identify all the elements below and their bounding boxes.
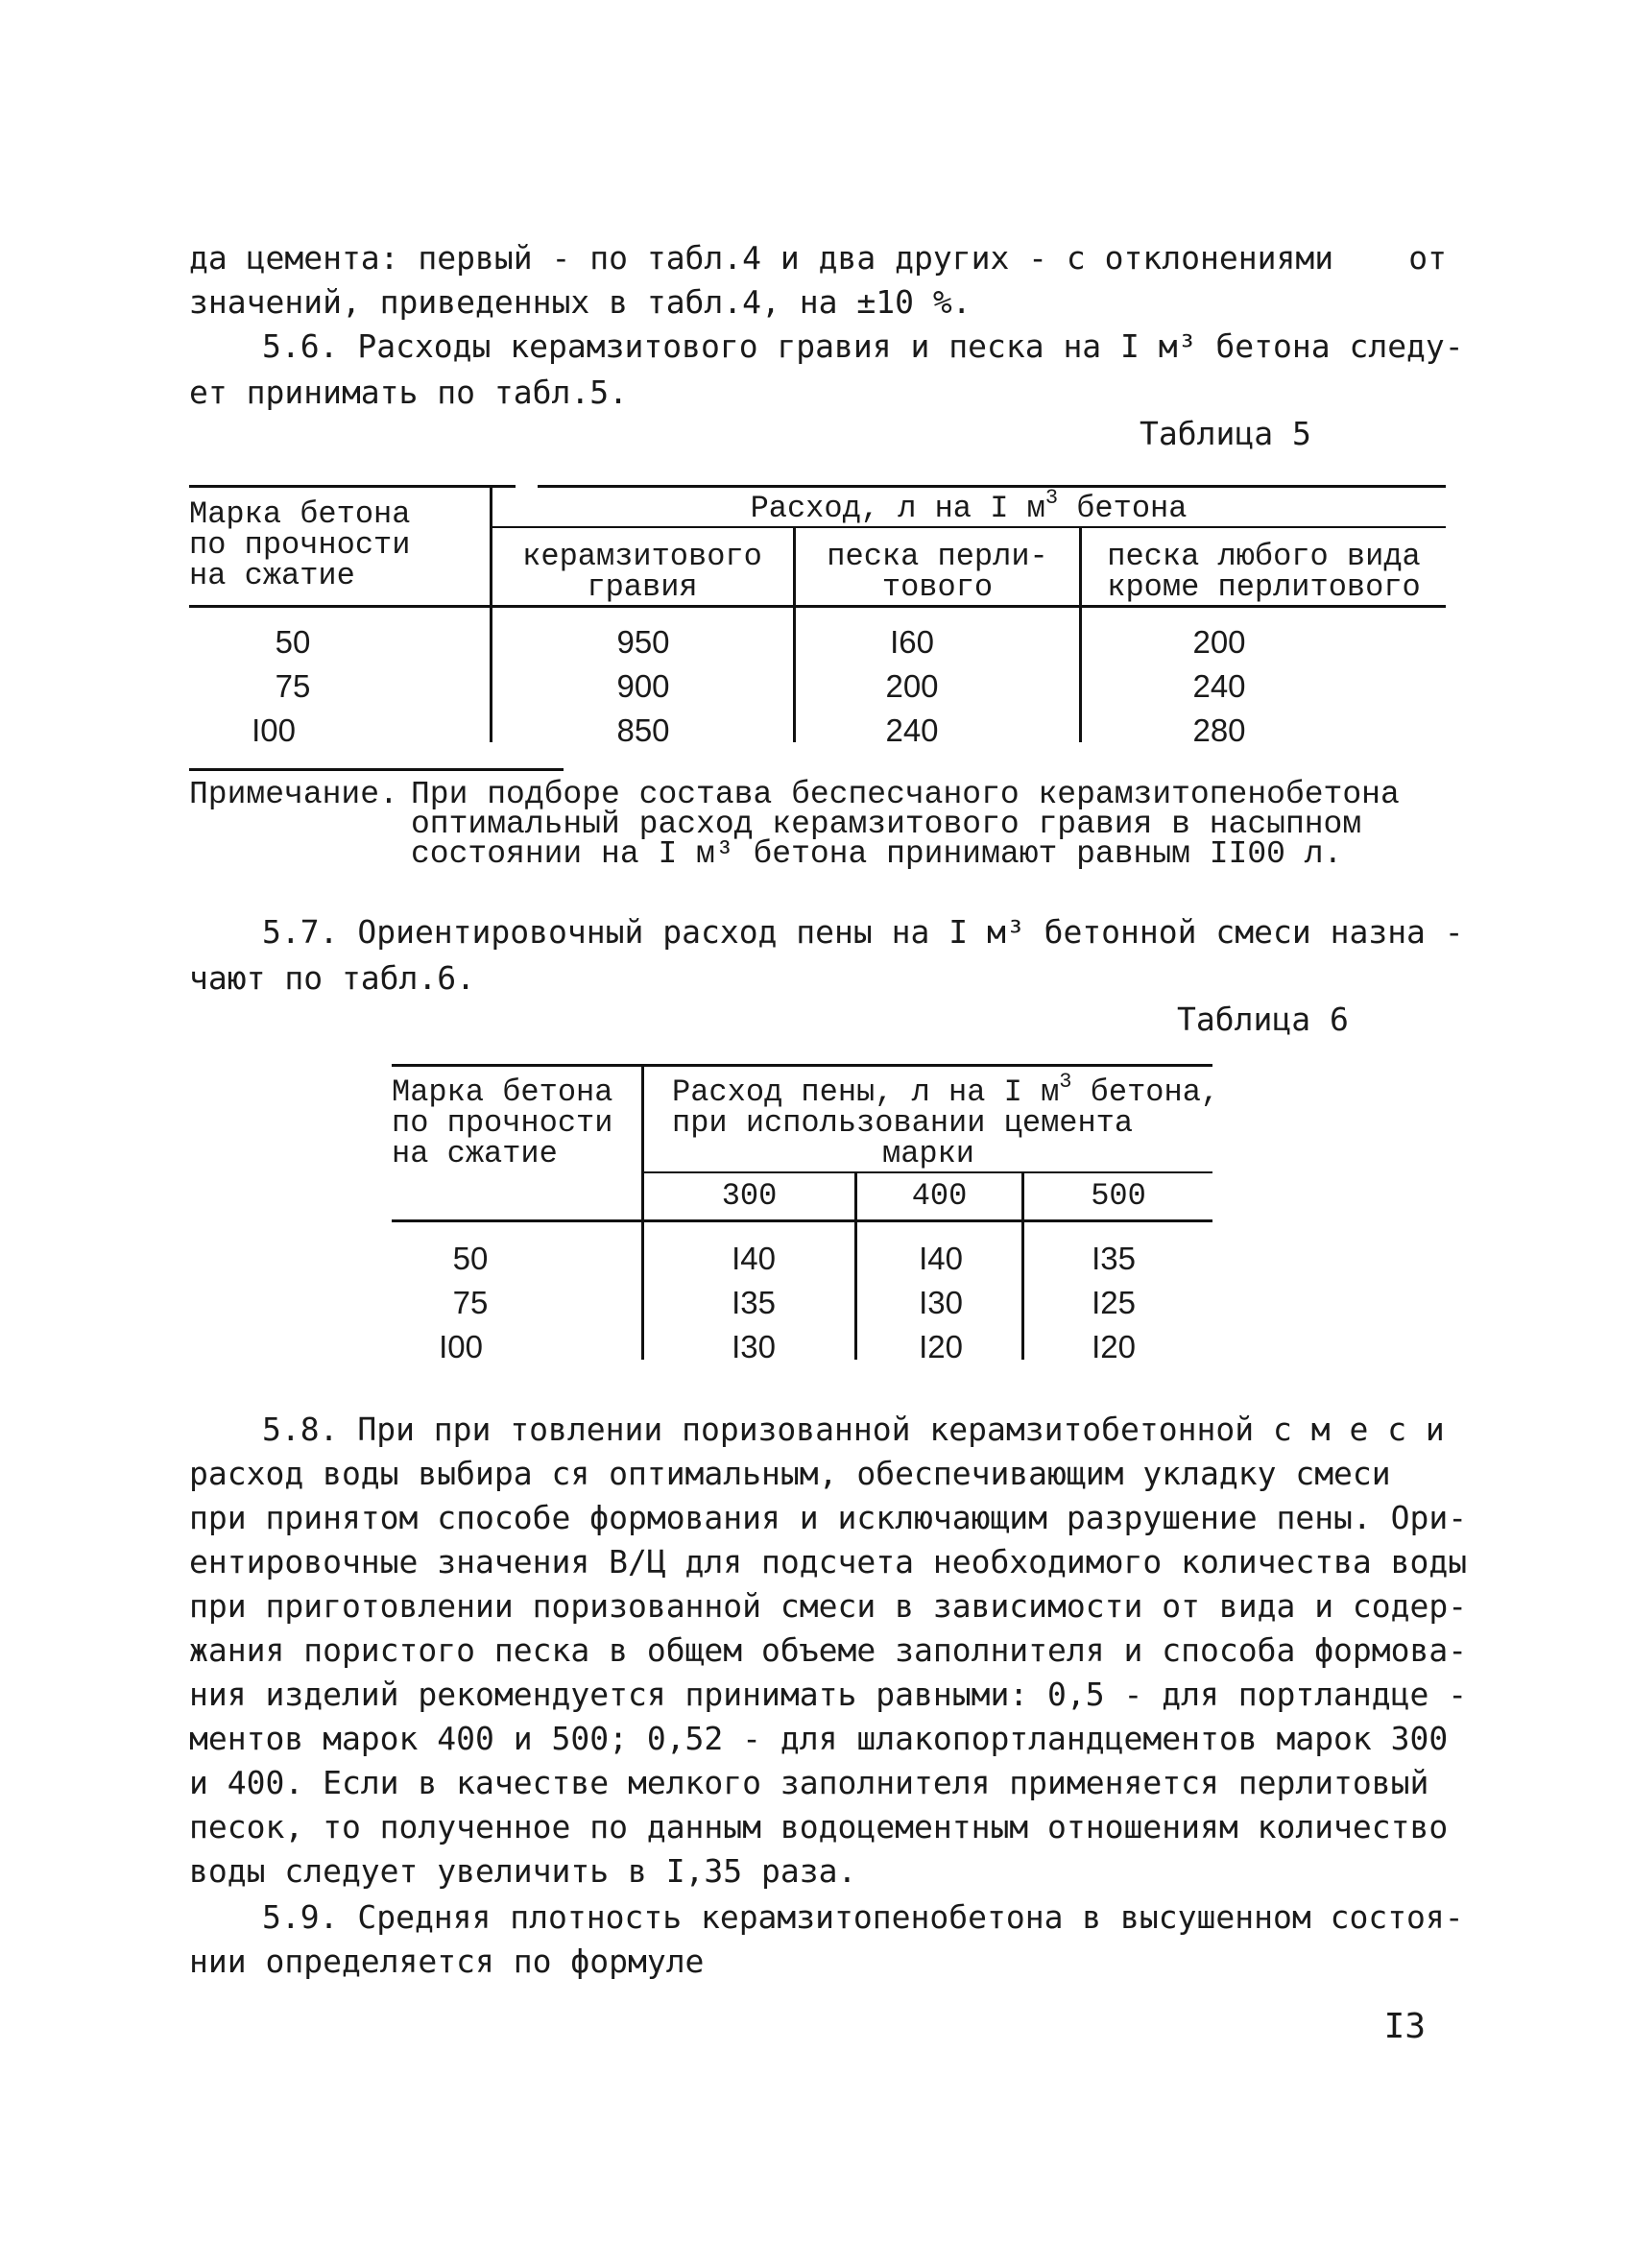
paragraph-5-9-line-1: 5.9. Средняя плотность керамзитопенобетона в высушенном состоя- [262,1898,1464,1936]
table-cell: 900 [616,668,670,704]
header-perlite-line-1: песка перли- [827,539,1048,574]
table-cell: I30 [919,1285,963,1320]
page-number: I3 [1383,2007,1426,2046]
paragraph-5-8-line-8: ментов марок 400 и 500; 0,52 - для шлакопортландцементов марок 300 [189,1720,1449,1757]
table-cell: 75 [275,668,311,704]
note-line-1: При подборе состава беспесчаного керамзитопенобетона [411,777,1400,812]
header-marka-line-3: на сжатие [392,1136,558,1171]
header-foam-line-2: при использовании цемента [672,1105,1134,1141]
table-cell: I20 [919,1329,963,1364]
column-divider [641,1064,644,1360]
rule [392,1064,1212,1067]
paragraph-5-8-line-11: воды следует увеличить в I,35 раза. [189,1852,857,1890]
table-cell: 280 [1192,712,1246,748]
text: да цемента: первый - по табл.4 и два других - с отклонениями [189,239,1334,277]
paragraph-5-7-line-2: чают по табл.6. [189,959,476,997]
rule [392,1219,1212,1222]
table-cell: I00 [439,1329,483,1364]
paragraph-5-8-line-4: ентировочные значения В/Ц для подсчета необходимого количества воды [189,1543,1468,1580]
table-6-caption: Таблица 6 [1177,1001,1349,1038]
table-cell: 50 [275,624,311,660]
table-cell: 50 [452,1241,489,1276]
header-perlite-line-2: тового [881,569,994,605]
header-any-sand-line-2: кроме перлитового [1107,569,1421,605]
paragraph-1-line-2: значений, приведенных в табл.4, на ±10 %. [189,283,972,321]
paragraph-5-9-line-2: нии определяется по формуле [189,1942,705,1980]
table-cell: 240 [885,712,939,748]
table-cell: I35 [1092,1241,1136,1276]
rule [189,605,1446,608]
header-marka-line-1: Марка бетона [189,496,411,532]
table-cell: I00 [252,712,296,748]
paragraph-5-7-line-1: 5.7. Ориентировочный расход пены на I м³ бетонной смеси назна - [262,913,1464,951]
header-cement-500: 500 [1091,1178,1146,1214]
note-line-2: оптимальный расход керамзитового гравия в насыпном [411,807,1362,842]
paragraph-5-8-line-3: при принятом способе формования и исключающим разрушение пены. Ори- [189,1499,1468,1536]
paragraph-1-line-1 [189,236,1447,280]
header-foam-line-1: Расход пены, л на I $м^3$ бетона, [672,1070,1220,1110]
table-cell: 75 [452,1285,489,1320]
table-cell: I20 [1092,1329,1136,1364]
header-group-consumption: Расход, л на I $м^3$ бетона [750,486,1188,526]
table-5-caption: Таблица 5 [1140,415,1311,452]
paragraph-5-8-line-6: жания пористого песка в общем объеме заполнителя и способа формова- [189,1631,1468,1669]
table-cell: I40 [732,1241,776,1276]
table-cell: I30 [732,1329,776,1364]
header-gravel-line-1: керамзитового [522,539,762,574]
table-cell: I35 [732,1285,776,1320]
header-marka-line-2: по прочности [189,527,411,563]
header-marka-line-1: Марка бетона [392,1074,613,1110]
rule [189,768,564,771]
table-cell: 240 [1192,668,1246,704]
header-foam-line-3: марки [881,1136,974,1171]
paragraph-5-6-line-1: 5.6. Расходы керамзитового гравия и песка на I м³ бетона следу- [262,327,1464,365]
table-cell: 200 [885,668,939,704]
table-cell: 200 [1192,624,1246,660]
paragraph-5-6-line-2: ет принимать по табл.5. [189,374,628,411]
header-gravel-line-2: гравия [587,569,698,605]
paragraph-5-8-line-10: песок, то полученное по данным водоцементным отношениям количество [189,1808,1449,1846]
header-marka-line-3: на сжатие [189,558,355,593]
paragraph-5-8-line-5: при приготовлении поризованной смеси в зависимости от вида и содер- [189,1587,1468,1625]
paragraph-5-8-line-7: ния изделий рекомендуется принимать равными: 0,5 - для портландце - [189,1676,1468,1713]
header-any-sand-line-1: песка любого вида [1107,539,1421,574]
rule [492,526,1446,528]
table-cell: I25 [1092,1285,1136,1320]
note-line-3: состоянии на I м³ бетона принимают равным II00 л. [411,836,1343,872]
rule [189,485,516,488]
text: от [1408,239,1447,277]
paragraph-5-8-line-1: 5.8. При при товлении поризованной керамзитобетонной с м е с и [262,1411,1445,1448]
table-cell: 950 [616,624,670,660]
table-cell: I60 [890,624,934,660]
table-cell: 850 [616,712,670,748]
rule [644,1171,1212,1173]
paragraph-5-8-line-9: и 400. Если в качестве мелкого заполнителя применяется перлитовый [189,1764,1429,1801]
rule [538,485,1446,488]
note-label: Примечание. [189,777,398,812]
header-cement-400: 400 [911,1178,968,1214]
table-cell: I40 [919,1241,963,1276]
paragraph-5-8-line-2: расход воды выбира ся оптимальным, обеспечивающим укладку смеси [189,1455,1391,1492]
header-marka-line-2: по прочности [392,1105,613,1141]
header-cement-300: 300 [721,1178,778,1214]
